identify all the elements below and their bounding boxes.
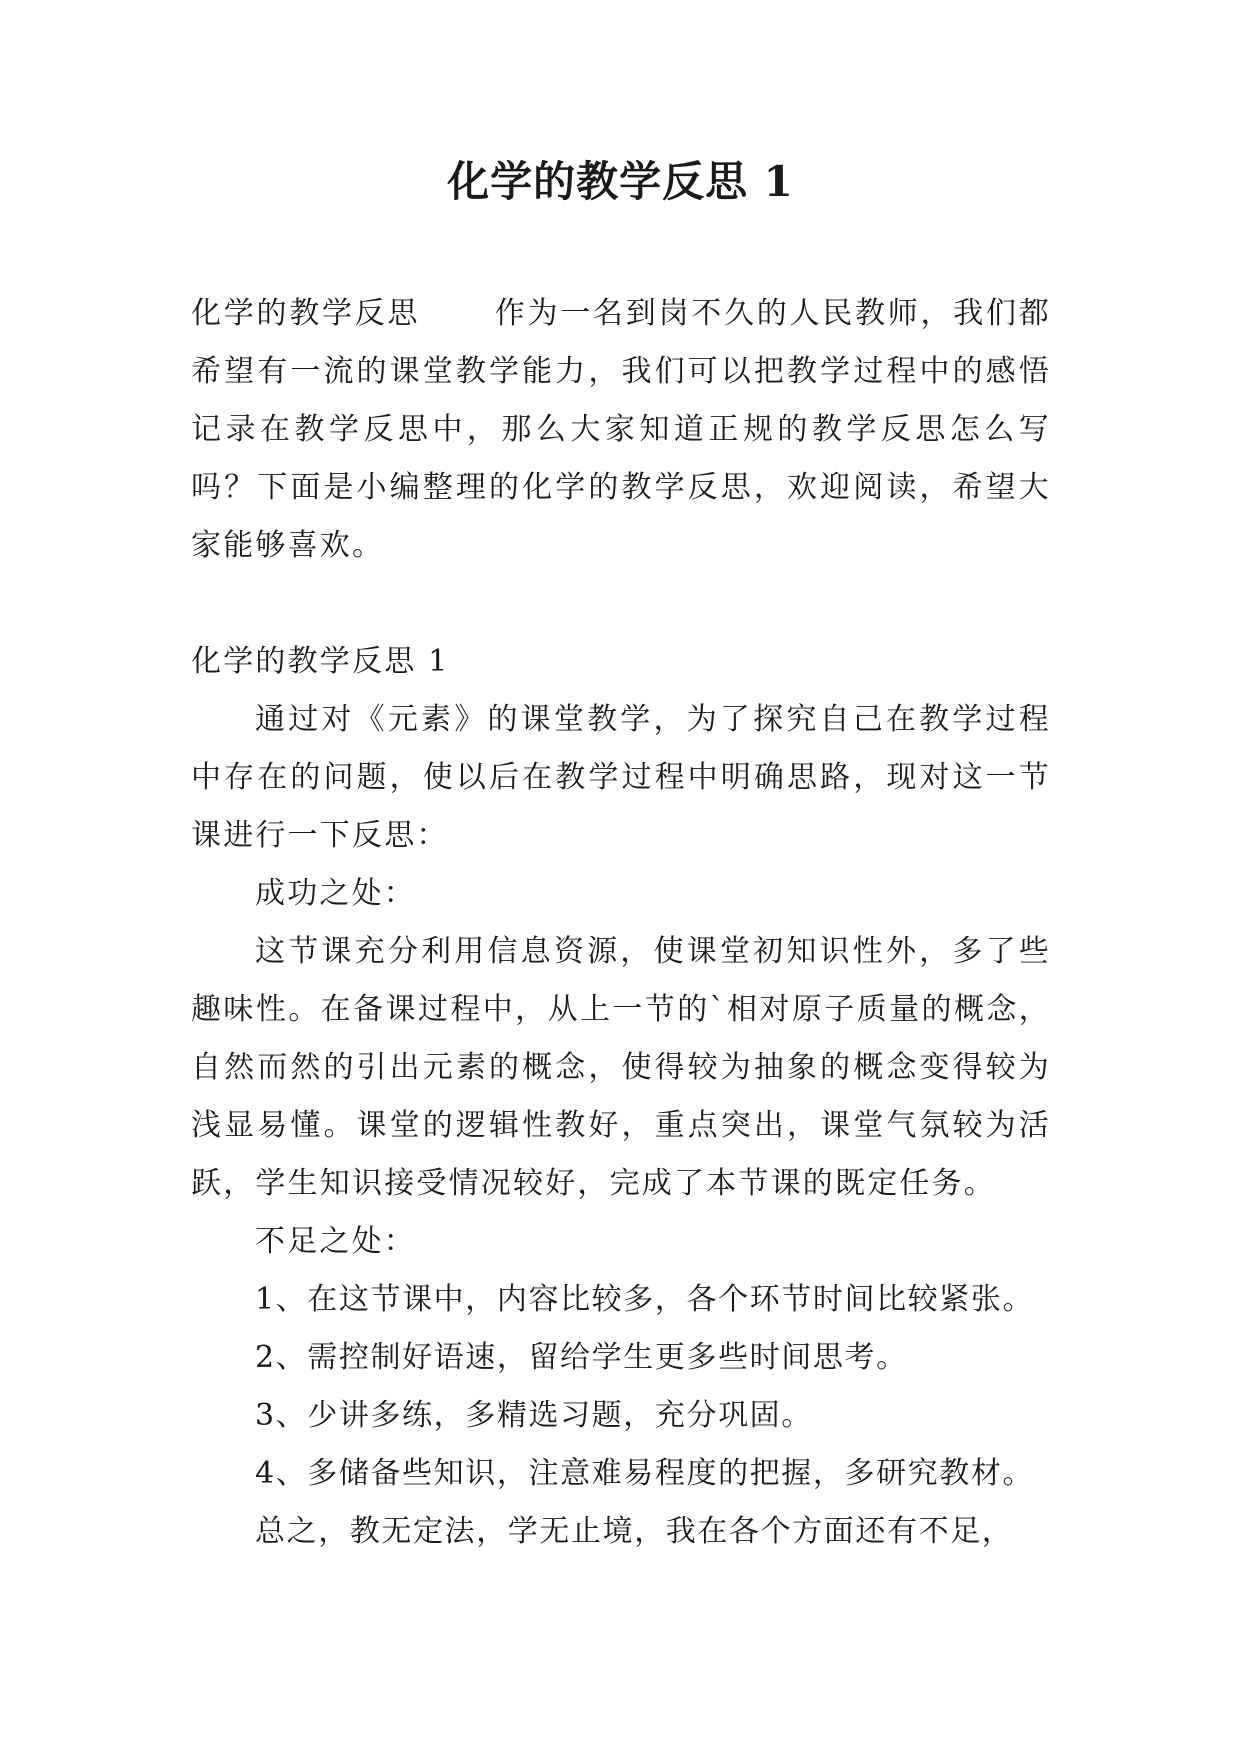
list-item-3: 3、少讲多练，多精选习题，充分巩固。	[255, 1398, 813, 1433]
intro-lead: 化学的教学反思	[191, 296, 421, 331]
paragraph-conclusion: 总之，教无定法，学无止境，我在各个方面还有不足，	[255, 1514, 1014, 1549]
paragraph-intro: 通过对《元素》的课堂教学，为了探究自己在教学过程中存在的问题，使以后在教学过程中明确思路，现对这一节课进行一下反思：	[191, 702, 1051, 853]
intro-text: 作为一名到岗不久的人民教师，我们都希望有一流的课堂教学能力，我们可以把教学过程中的感悟记录在教学反思中，那么大家知道正规的教学反思怎么写吗？下面是小编整理的化学的教学反思，欢迎阅读，希望大家能够喜欢。	[191, 296, 1051, 563]
list-item-1: 1、在这节课中，内容比较多，各个环节时间比较紧张。	[255, 1282, 1035, 1317]
section-title: 化学的教学反思 1	[191, 644, 450, 679]
paragraph-shortcoming-heading: 不足之处：	[255, 1224, 416, 1259]
intro-paragraph	[191, 285, 1051, 575]
document-title: 化学的教学反思 1	[447, 157, 794, 206]
document-body	[191, 285, 1051, 1561]
paragraph-success-heading: 成功之处：	[255, 876, 416, 911]
list-item-2: 2、需控制好语速，留给学生更多些时间思考。	[255, 1340, 908, 1375]
paragraph-success: 这节课充分利用信息资源，使课堂初知识性外，多了些趣味性。在备课过程中，从上一节的`相对原子质量的概念，自然而然的引出元素的概念，使得较为抽象的概念变得较为浅显易懂。课堂的逻辑性教好，重点突出，课堂气氛较为活跃，学生知识接受情况较好，完成了本节课的既定任务。	[191, 934, 1051, 1201]
list-item-4: 4、多储备些知识，注意难易程度的把握，多研究教材。	[255, 1456, 1035, 1491]
